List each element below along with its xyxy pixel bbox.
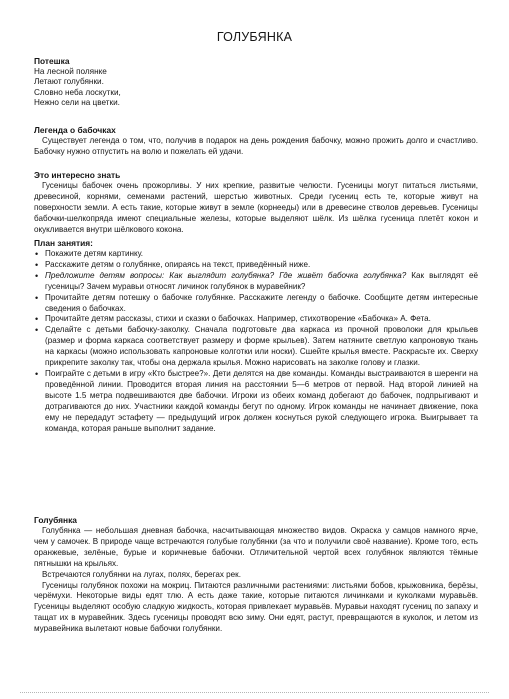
footer-divider	[20, 692, 489, 693]
plan-item: • Покажите детям картинку.	[34, 249, 478, 260]
page-title: ГОЛУБЯНКА	[216, 30, 293, 44]
plan-item: • Прочитайте детям потешку о бабочке голубянке. Расскажите легенду о бабочке. Сообщите детям интересные сведения о бабочках.	[34, 293, 478, 315]
plan-heading: План занятия:	[34, 238, 93, 248]
about-paragraph: Гусеницы голубянок похожи на мокриц. Питаются различными растениями: листьями бобов, крыжовника, берёзы, черёмухи. Некоторые виды едят тлю. А есть даже такие, которые питаются личинками и куколками муравьёв. Гусеницы выделяют особую сладкую жидкость, которая привлекает муравьёв. Муравьи находят гусениц по запаху и тащат их в муравейник. Здесь гусеницы проводят всю зиму. Они едят, растут, превращаются в куколок, и летом из муравейника вылетают новые бабочки голубянки.	[34, 580, 478, 634]
plan-list	[34, 249, 478, 434]
facts-section	[34, 170, 478, 236]
plan-item: • Сделайте с детьми бабочку-заколку. Сначала подготовьте два каркаса из прочной проволоки для крыльев (размер и форма каркаса соответствует размеру и форме крыльев). Затем натяните светлую капроновую ткань на каркасы (можно использовать капроновые колготки или носки). Сшейте крылья вместе. Раскрасьте их. Сверху прикрепите заколку так, чтобы она держала крылья. Можно нарисовать на заколке голову и глазки.	[34, 325, 478, 369]
poem-lines	[34, 67, 478, 109]
facts-text: Гусеницы бабочек очень прожорливы. У них крепкие, развитые челюсти. Гусеницы могут питаться листьями, древесиной, корнями, семенами растений, шерстью животных. Среди гусениц есть те, которые живут на поверхности земли. А есть такие, которые живут в земле (корнееды) или в древесине стволов деревьев. Гусеницы бабочки-шелкопряда имеют специальные железы, которые выделяют шёлк. Из шёлка гусеница плетёт кокон и окукливается внутри шёлкового кокона.	[34, 181, 478, 234]
poem-line: Словно неба лоскутки,	[34, 87, 121, 97]
plan-item: • Расскажите детям о голубянке, опираясь на текст, приведённый ниже.	[34, 260, 478, 271]
poem-section	[34, 56, 478, 109]
poem-line: На лесной полянке	[34, 67, 107, 76]
plan-section	[34, 238, 478, 434]
legend-text: Существует легенда о том, что, получив в подарок на день рождения бабочку, можно прожить долго и счастливо. Бабочку нужно отпустить на волю и пожелать ей удачи.	[34, 136, 478, 156]
about-section	[34, 515, 478, 635]
legend-section	[34, 125, 478, 158]
about-heading: Голубянка	[34, 515, 77, 525]
legend-heading: Легенда о бабочках	[34, 125, 116, 135]
poem-heading: Потешка	[34, 56, 70, 66]
plan-item: • Предложите детям вопросы: Как выглядит голубянка? Где живёт бабочка голубянка? Как выглядят её гусеницы? Зачем муравьи относят личинок голубянок в муравейник?	[34, 271, 478, 293]
poem-line: Нежно сели на цветки.	[34, 98, 120, 108]
plan-item: • Прочитайте детям рассказы, стихи и сказки о бабочках. Например, стихотворение «Бабочка» А. Фета.	[34, 314, 478, 325]
plan-item: • Поиграйте с детьми в игру «Кто быстрее?». Дети делятся на две команды. Команды выстраиваются в шеренги на проведённой линии. Проводится вторая линия на расстоянии 5—6 метров от первой. Над второй линией на высоте 1.5 метра подвешиваются две бабочки. Игроки из обеих команд добегают до бабочек, подпрыгивают и дотрагиваются до них. Участники каждой команды бегут по одному. Игрок команды не начинает движение, пока ему не передадут эстафету — предыдущий игрок должен коснуться рукой следующего игрока. Выигрывает та команда, которая раньше выполнит задание.	[34, 369, 478, 434]
poem-line: Летают голубянки.	[34, 77, 104, 87]
about-paragraph: Встречаются голубянки на лугах, полях, берегах рек.	[42, 569, 241, 579]
facts-heading: Это интересно знать	[34, 170, 121, 180]
about-paragraph: Голубянка — небольшая дневная бабочка, насчитывающая множество видов. Окраска у самцов намного ярче, чем у самочек. В природе чаще встречаются голубые голубянки (за что и получили своё название). Кроме того, есть оранжевые, зелёные, бурые и коричневые бабочки. Отличительной чертой всех голубянок являются тёмные пятнышки на крыльях.	[34, 526, 478, 568]
